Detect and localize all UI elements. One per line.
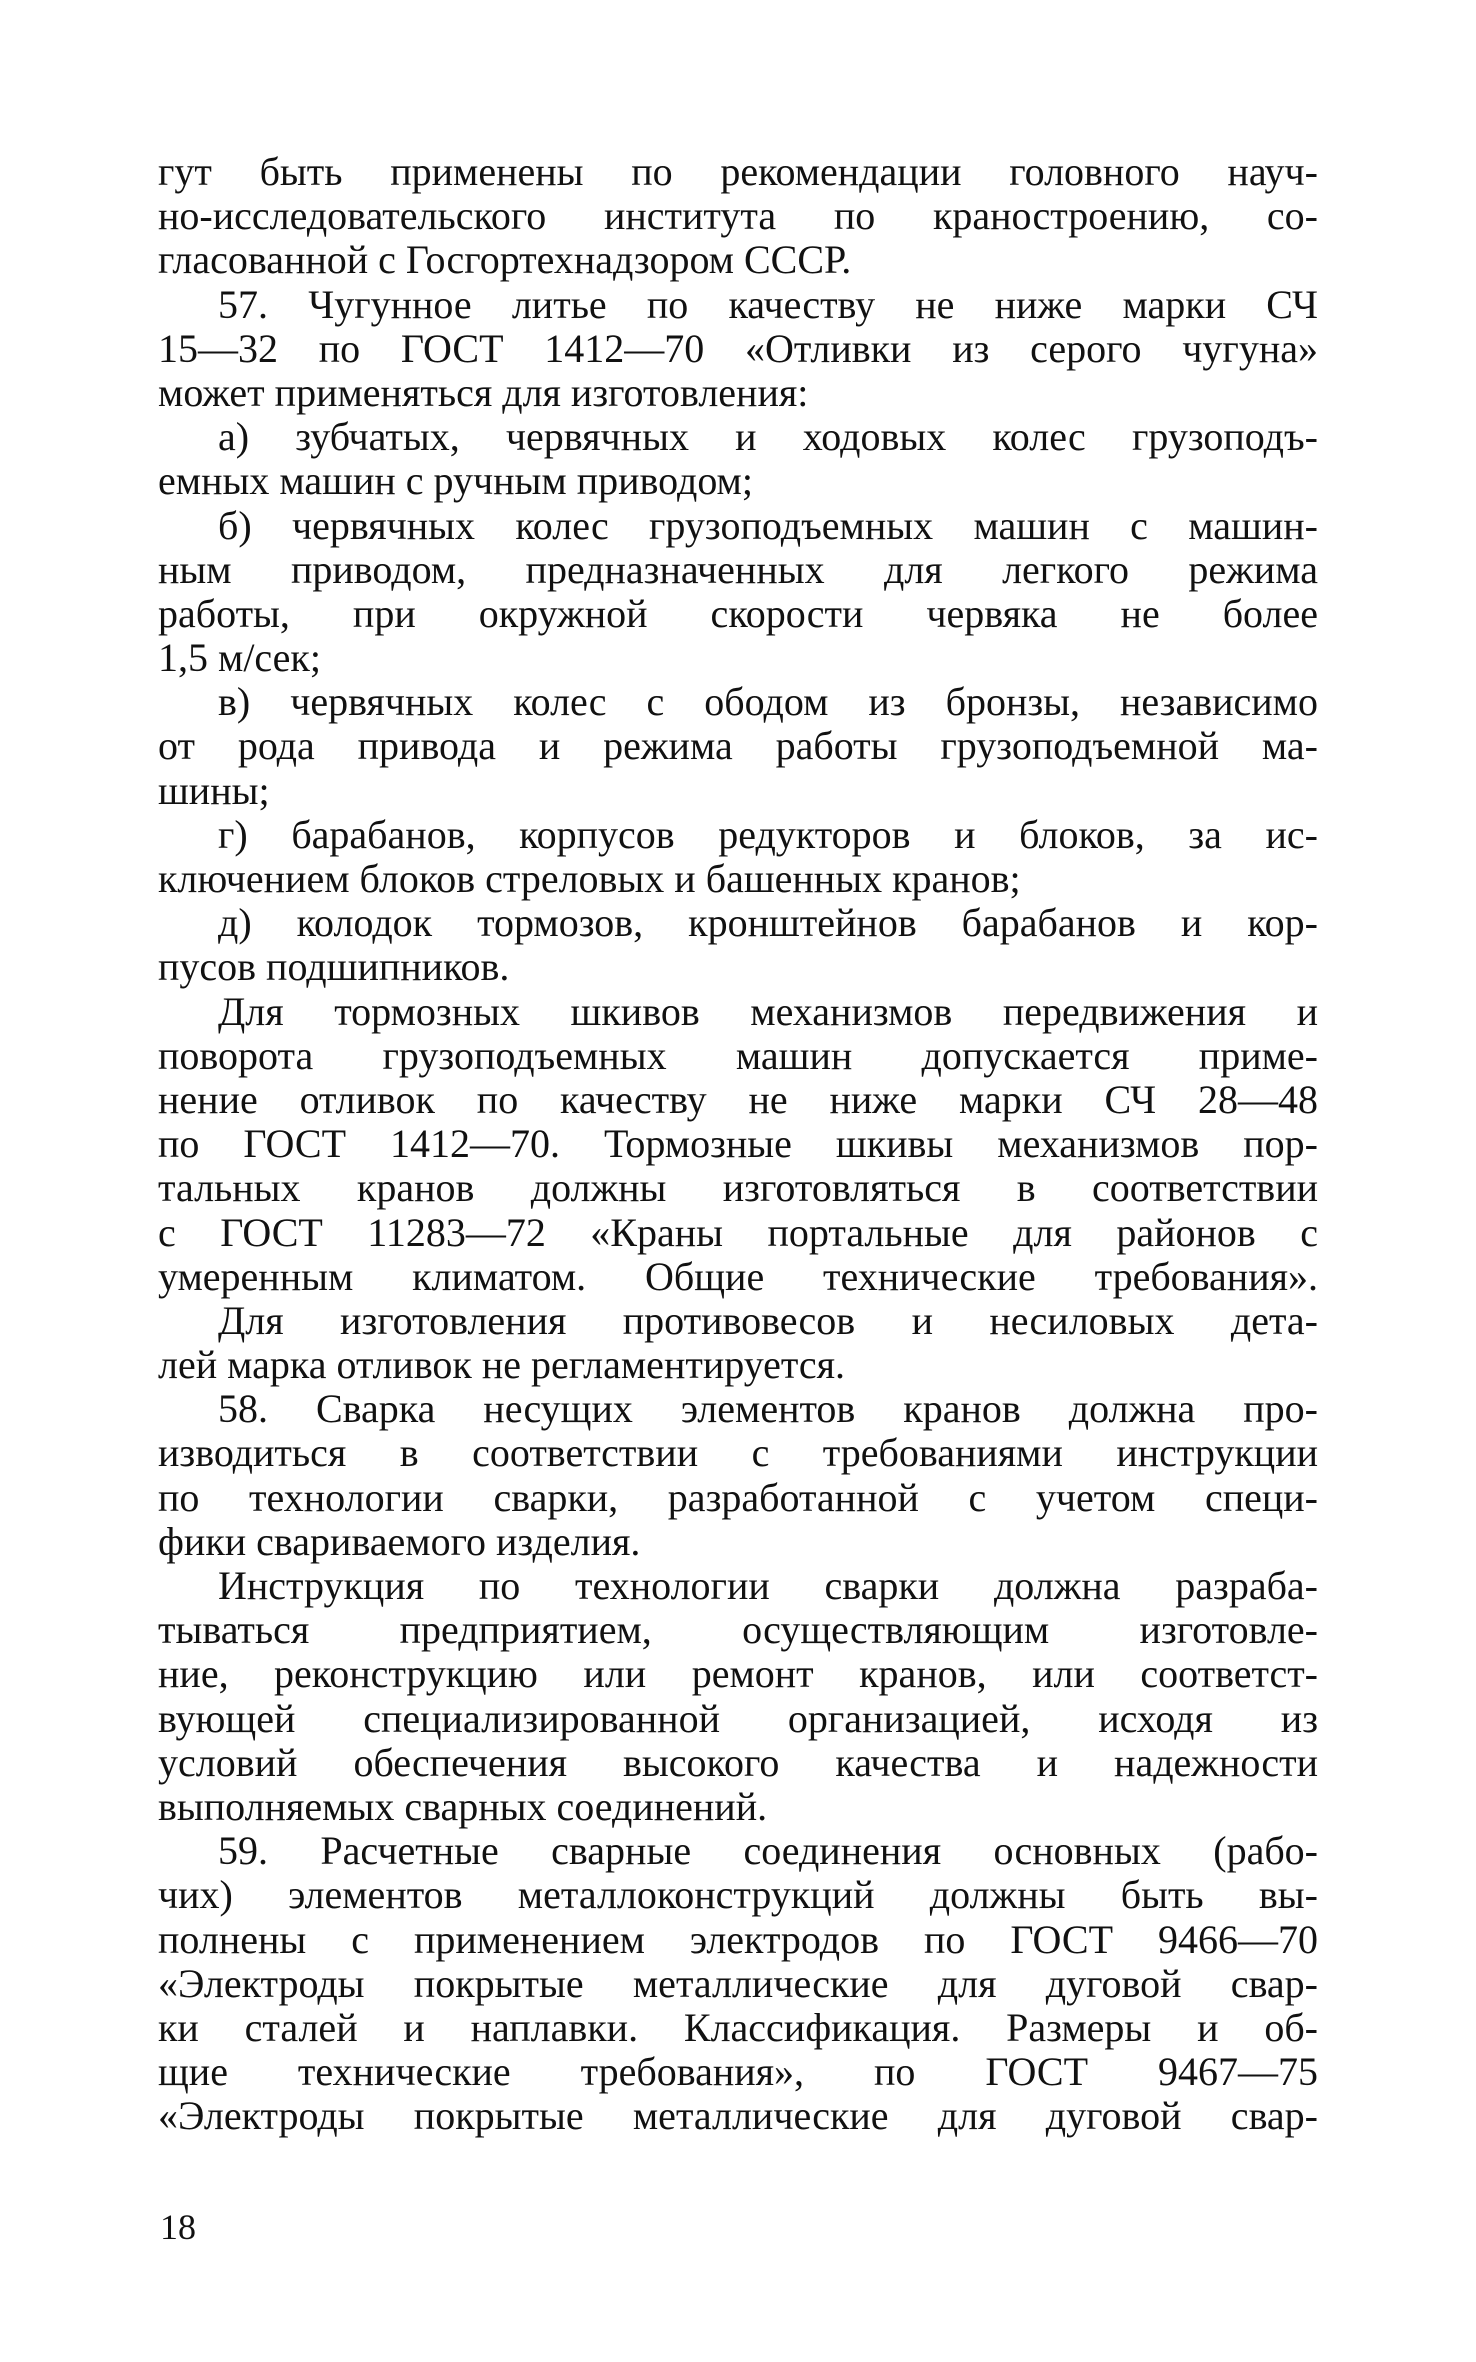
text-line — [158, 327, 1318, 371]
text-line — [158, 1741, 1318, 1785]
text-line-content: тываться предприятием, осуществляющим изготовле- — [158, 1607, 1318, 1653]
text-line-content: ки сталей и наплавки. Классификация. Размеры и об- — [158, 2004, 1318, 2050]
text-line-content: ключением блоков стреловых и башенных кранов; — [158, 856, 1021, 901]
text-line — [158, 724, 1318, 768]
text-line — [158, 238, 1318, 282]
text-line — [158, 592, 1318, 636]
text-line — [158, 1785, 1318, 1829]
text-line — [158, 1211, 1318, 1255]
text-line-content: «Электроды покрытые металлические для дуговой свар- — [158, 1960, 1318, 2006]
text-line-content: с ГОСТ 11283—72 «Краны портальные для районов с — [158, 1209, 1318, 1255]
text-line — [158, 2006, 1318, 2050]
text-line — [158, 371, 1318, 415]
text-line-content: условий обеспечения высокого качества и надежности — [158, 1739, 1318, 1785]
text-line — [158, 813, 1318, 857]
text-line — [158, 1697, 1318, 1741]
text-line-content: 15—32 по ГОСТ 1412—70 «Отливки из серого чугуна» — [158, 325, 1318, 371]
text-line — [158, 1829, 1318, 1873]
text-line-content: ние, реконструкцию или ремонт кранов, или соответст- — [158, 1651, 1318, 1697]
text-line-content: Инструкция по технологии сварки должна разраба- — [218, 1563, 1318, 1608]
text-line — [158, 945, 1318, 989]
text-line — [158, 1255, 1318, 1299]
text-line-content: д) колодок тормозов, кронштейнов барабанов и кор- — [218, 900, 1318, 946]
text-line-content: выполняемых сварных соединений. — [158, 1783, 768, 1829]
text-line — [158, 283, 1318, 327]
text-line — [158, 1299, 1318, 1343]
text-line-content: б) червячных колес грузоподъемных машин с машин- — [218, 502, 1318, 548]
text-line — [158, 1608, 1318, 1652]
text-line-content: по ГОСТ 1412—70. Тормозные шкивы механизмов пор- — [158, 1121, 1318, 1167]
text-line-content: 57. Чугунное литье по качеству не ниже марки СЧ — [218, 281, 1318, 327]
text-line — [158, 1122, 1318, 1166]
text-line-content: умеренным климатом. Общие технические требования». — [158, 1253, 1318, 1299]
text-line — [158, 636, 1318, 680]
text-line — [158, 1520, 1318, 1564]
text-line — [158, 1962, 1318, 2006]
text-line-content: емных машин с ручным приводом; — [158, 458, 753, 504]
text-line — [158, 2094, 1318, 2138]
text-line — [158, 1873, 1318, 1917]
text-line-content: поворота грузоподъемных машин допускается приме- — [158, 1032, 1318, 1078]
text-line-content: тальных кранов должны изготовляться в соответствии — [158, 1165, 1318, 1211]
text-line-content: 58. Сварка несущих элементов кранов должна про- — [218, 1386, 1318, 1432]
text-line — [158, 504, 1318, 548]
text-line-content: 59. Расчетные сварные соединения основных (рабо- — [218, 1828, 1318, 1874]
text-line-content: «Электроды покрытые металлические для дуговой свар- — [158, 2093, 1318, 2139]
text-line-content: полнены с применением электродов по ГОСТ 9466—70 — [158, 1916, 1318, 1962]
text-line-content: а) зубчатых, червячных и ходовых колес грузоподъ- — [218, 414, 1318, 460]
text-line-content: чих) элементов металлоконструкций должны быть вы- — [158, 1872, 1318, 1918]
text-line — [158, 459, 1318, 503]
text-line-content: гласованной с Госгортехнадзором СССР. — [158, 237, 852, 283]
text-line — [158, 769, 1318, 813]
text-line — [158, 1343, 1318, 1387]
text-line-content: 1,5 м/сек; — [158, 635, 321, 681]
text-line — [158, 1476, 1318, 1520]
text-line — [158, 150, 1318, 194]
text-line — [158, 990, 1318, 1034]
text-line — [158, 1564, 1318, 1608]
text-line-content: щие технические требования», по ГОСТ 9467—75 — [158, 2049, 1318, 2095]
text-line-content: по технологии сварки, разработанной с учетом специ- — [158, 1474, 1318, 1520]
text-line-content: изводиться в соответствии с требованиями инструкции — [158, 1430, 1318, 1476]
text-line-content: шины; — [158, 767, 270, 813]
text-line-content: в) червячных колес с ободом из бронзы, независимо — [218, 679, 1318, 725]
text-line-content: г) барабанов, корпусов редукторов и блоков, за ис- — [218, 811, 1318, 857]
text-line — [158, 857, 1318, 901]
text-line — [158, 2050, 1318, 2094]
text-line-content: работы, при окружной скорости червяка не более — [158, 590, 1318, 636]
page-number: 18 — [160, 2207, 196, 2247]
text-line — [158, 1918, 1318, 1962]
text-line-content: лей марка отливок не регламентируется. — [158, 1342, 846, 1388]
text-line-content: гут быть применены по рекомендации головного науч- — [158, 149, 1318, 194]
text-line — [158, 1166, 1318, 1210]
text-line-content: но-исследовательского института по краностроению, со- — [158, 193, 1318, 239]
text-line — [158, 1431, 1318, 1475]
text-line — [158, 1034, 1318, 1078]
text-line — [158, 548, 1318, 592]
text-line-content: Для тормозных шкивов механизмов передвижения и — [218, 988, 1318, 1034]
text-line-content: ным приводом, предназначенных для легкого режима — [158, 546, 1318, 592]
text-line-content: нение отливок по качеству не ниже марки СЧ 28—48 — [158, 1076, 1318, 1122]
text-line — [158, 680, 1318, 724]
text-line-content: вующей специализированной организацией, исходя из — [158, 1695, 1318, 1741]
body-text — [158, 150, 1318, 2138]
text-line — [158, 415, 1318, 459]
text-line — [158, 901, 1318, 945]
text-line — [158, 1078, 1318, 1122]
text-line-content: Для изготовления противовесов и несиловых дета- — [218, 1297, 1318, 1343]
text-line — [158, 194, 1318, 238]
text-line-content: фики свариваемого изделия. — [158, 1518, 641, 1564]
text-line — [158, 1652, 1318, 1696]
text-line-content: может применяться для изготовления: — [158, 369, 809, 415]
text-line-content: пусов подшипников. — [158, 944, 510, 990]
text-line-content: от рода привода и режима работы грузоподъемной ма- — [158, 723, 1318, 769]
text-line — [158, 1387, 1318, 1431]
